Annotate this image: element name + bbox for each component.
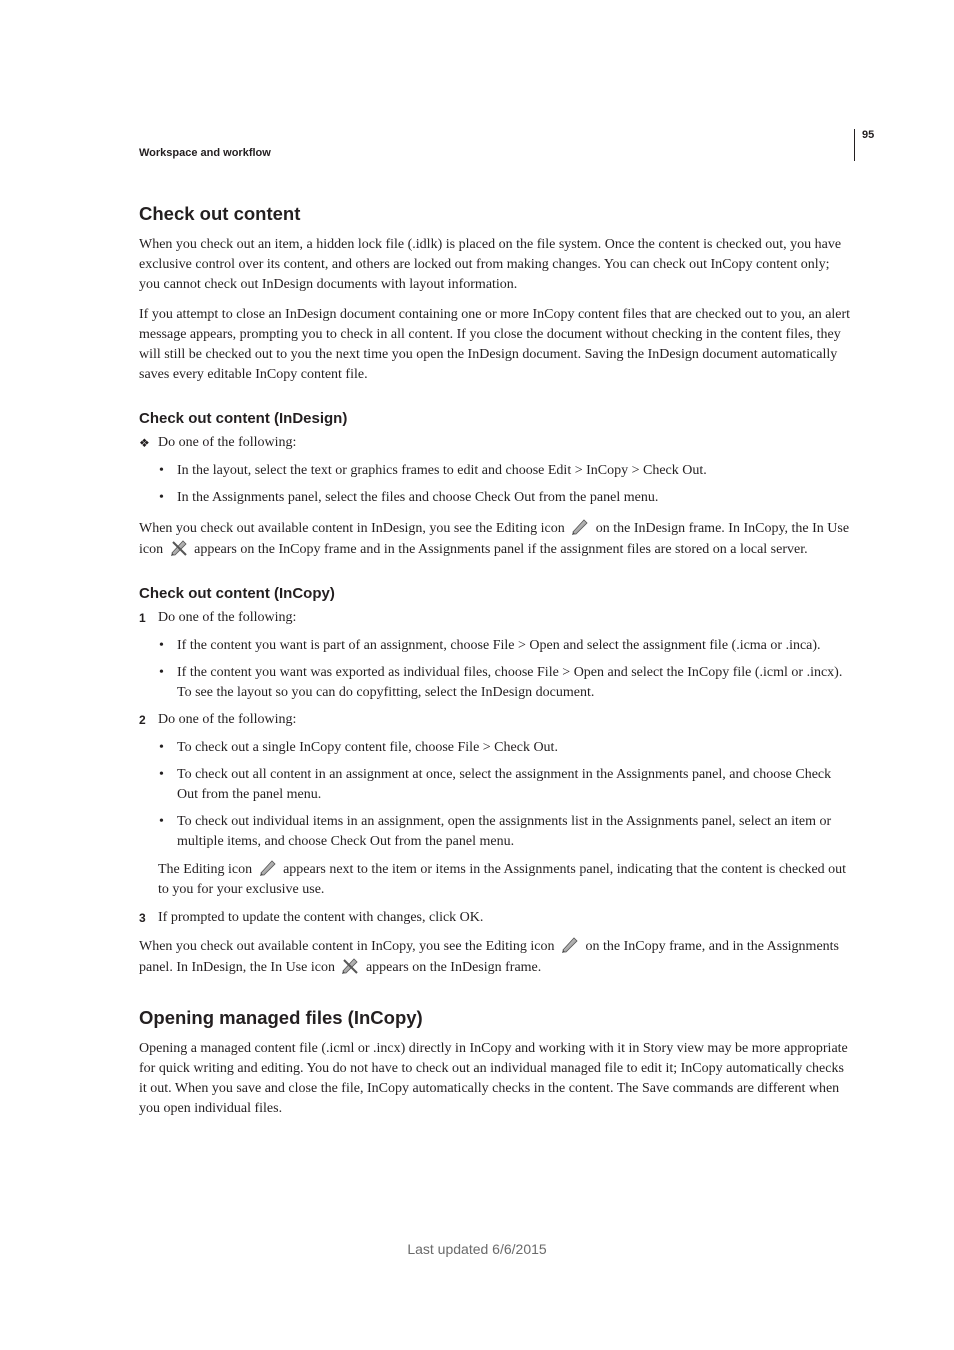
page-number: 95 [862,129,875,141]
pencil-icon [560,936,580,954]
page-content [139,200,851,1129]
footer-last-updated: Last updated 6/6/2015 [407,1241,547,1257]
list-item: • To check out a single InCopy content file, choose File > Check Out. [139,738,851,758]
list-item: • In the Assignments panel, select the files and choose Check Out from the panel menu. [139,488,851,508]
header-rule [854,129,855,161]
list-item: • In the layout, select the text or graphics frames to edit and choose Edit > InCopy > Check Out. [139,461,851,481]
list-item: • If the content you want was exported as individual files, choose File > Open and select the InCopy file (.icml or .incx). To see the layout so you can do copyfitting, select the InDesign document. [159,665,843,700]
list-item: • To check out individual items in an assignment, open the assignments list in the Assignments panel, select an item or multiple items, and choose Check Out from the panel menu. [159,814,832,849]
paragraph: If you attempt to close an InDesign document containing one or more InCopy content files that are checked out to you, an alert message appears, prompting you to check in all content. If you close the document without checking in the content files, they will still be checked out to you the next time you open the InDesign document. Saving the InDesign document automatically saves every editable InCopy content file. [139,307,851,382]
crossed-pencil-icon [169,539,189,557]
pencil-icon [570,518,590,536]
procedure-step: ❖ Do one of the following: [139,433,851,453]
diamond-bullet-icon: ❖ [139,436,150,450]
running-header: Workspace and workflow [139,147,271,159]
procedure-step: 2 Do one of the following: [139,710,851,730]
list-item: • To check out all content in an assignment at once, select the assignment in the Assignments panel, and choose Check Out from the panel menu. [159,767,832,802]
list-item: • If the content you want is part of an assignment, choose File > Open and select the assignment file (.icma or .inca). [139,636,851,656]
heading-check-out-incopy: Check out content (InCopy) [139,585,335,602]
heading-opening-managed-files: Opening managed files (InCopy) [139,1007,423,1028]
bullet-icon: • [159,638,164,653]
paragraph: Opening a managed content file (.icml or .incx) directly in InCopy and working with it in Story view may be more appropriate for quick writing and editing. You do not have to check out an individual managed file to edit it; InCopy automatically checks it out. When you save and close the file, InCopy automatically checks in the content. The Save commands are different when you open individual files. [139,1041,848,1116]
step-note: The Editing icon appears next to the item or items in the Assignments panel, indicating that the content is checked out to you for your exclusive use. [139,859,851,900]
bullet-icon: • [159,814,164,829]
bullet-icon: • [159,463,164,478]
bullet-icon: • [159,490,164,505]
procedure-step: 1 Do one of the following: [139,608,851,628]
bullet-icon: • [159,740,164,755]
bullet-icon: • [159,767,164,782]
paragraph: When you check out an item, a hidden lock file (.idlk) is placed on the file system. Once the content is checked out, you have exclusive control over its content, and others are locked out from making changes. You can check out InCopy content only; you cannot check out InDesign documents with layout information. [139,237,842,292]
step-number: 3 [139,911,146,925]
pencil-icon [258,859,278,877]
heading-check-out-indesign: Check out content (InDesign) [139,410,348,427]
procedure-step: 3 If prompted to update the content with changes, click OK. [139,908,851,928]
step-number: 2 [139,713,146,727]
step-number: 1 [139,611,146,625]
crossed-pencil-icon [340,957,360,975]
paragraph: When you check out available content in InCopy, you see the Editing icon on the InCopy frame, and in the Assignments panel. In InDesign, the In Use icon appears on the InDesign frame. [139,936,851,978]
bullet-icon: • [159,665,164,680]
heading-check-out-content: Check out content [139,203,301,224]
paragraph: When you check out available content in InDesign, you see the Editing icon on the InDesign frame. In InCopy, the In Use icon appears on the InCopy frame and in the Assignments panel if the assignment files are stored on a local server. [139,518,851,560]
